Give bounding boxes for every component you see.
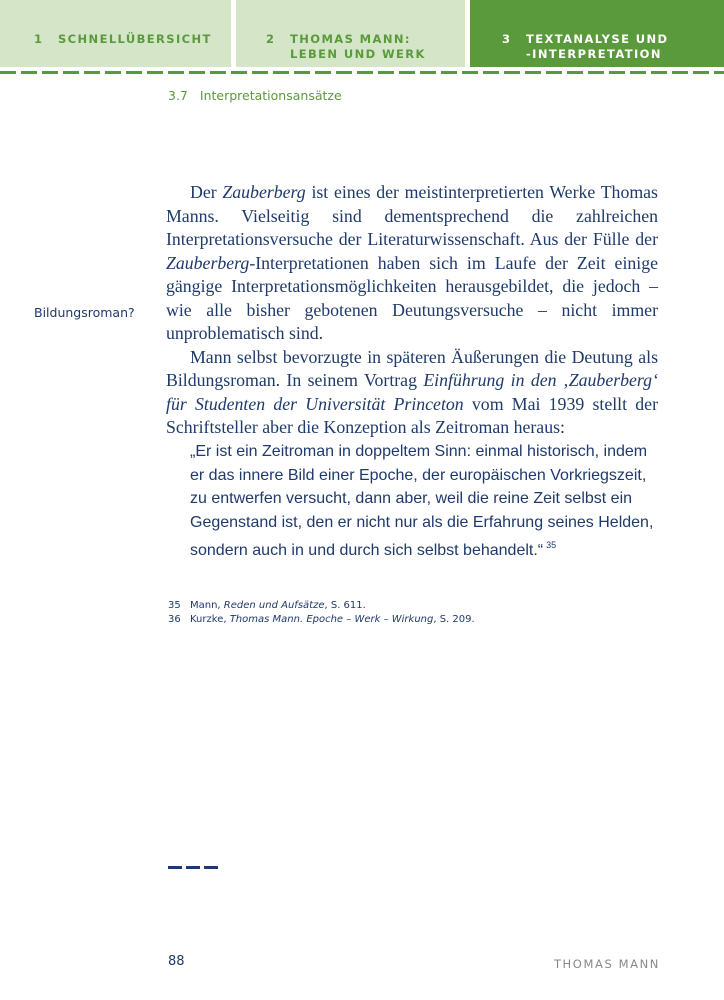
tab-leben-und-werk[interactable] [236,0,465,67]
block-quote [190,440,662,563]
paragraph [166,181,658,346]
tab-schnelluebersicht[interactable] [0,0,231,67]
page-number: 88 [168,954,185,969]
work-title: Zauberberg [222,182,306,202]
footnote-reference[interactable]: 35 [546,540,557,551]
text: ist eines der meistinterpretierten Werke Thomas Manns. Vielseitig sind dementsprechend die zahlreichen Interpretationsversuche der Literaturwissenschaft. Aus der Fülle der [166,182,658,249]
footnote-number: 35 [168,600,181,611]
footnote-page: , S. 611. [324,600,366,611]
tab-number: 2 [266,32,276,46]
tab-title: TEXTANALYSE UND [526,32,669,46]
footnote-title: Thomas Mann. Epoche – Werk – Wirkung [229,614,434,625]
footnotes [168,599,475,627]
text: vom Mai 1939 stellt der Schriftsteller aber die Konzeption als Zeitroman heraus: [166,393,658,437]
footnote-author: Kurzke, [190,614,230,625]
section-number: 3.7 [168,88,188,103]
text: Der [190,182,223,202]
tab-number: 1 [34,32,44,46]
margin-note: Bildungsroman? [34,305,135,320]
footnote-author: Mann, [190,600,224,611]
tab-title-continued: LEBEN UND WERK [290,47,426,61]
footer-dash-marker [168,866,218,869]
footnote [168,599,475,613]
tab-title: SCHNELLÜBERSICHT [58,32,212,46]
footnote [168,613,475,627]
tab-label-line [502,32,724,47]
tab-title-continued: -INTERPRETATION [526,47,662,61]
tab-title: THOMAS MANN: [290,32,411,46]
tab-label-line [266,32,465,47]
running-title: THOMAS MANN [553,957,660,971]
text: -Interpretationen haben sich im Laufe der Zeit einige gängige Interpretationsmöglichkeiten herausgebildet, die jedoch – wie alle bisher gebotenen Deutungsversuche – nicht immer unproblematisch sind. [166,252,658,343]
tab-number: 3 [502,32,512,46]
paragraph [166,346,658,440]
body-text [166,181,658,440]
section-header [168,88,342,103]
text: Mann selbst bevorzugte in späteren Äußerungen die Deutung als Bildungsroman. In seinem Vortrag [166,346,658,390]
tab-textanalyse-active[interactable] [470,0,724,67]
footnote-title: Reden und Aufsätze [223,600,325,611]
section-title: Interpretationsansätze [199,88,342,103]
footnote-number: 36 [168,614,181,625]
work-title: Zauberberg [166,252,250,273]
quote-text: „Er ist ein Zeitroman in doppeltem Sinn: einmal historisch, indem er das innere Bild einer Epoche, der europäischen Vorkriegszeit, zu entwerfen versucht, dann aber, weil die reine Zeit selbst ein Gegenstand ist, den er nicht nur als die Erfahrung seines Helden, sondern auch in und durch sich selbst behandelt.“ [190,443,654,560]
tab-label-line [34,32,231,47]
header-dashed-divider [0,71,724,74]
footnote-page: , S. 209. [433,614,475,625]
lecture-title: Einführung in den ‚Zauberberg‘ für Studenten der Universität Princeton [166,370,658,414]
